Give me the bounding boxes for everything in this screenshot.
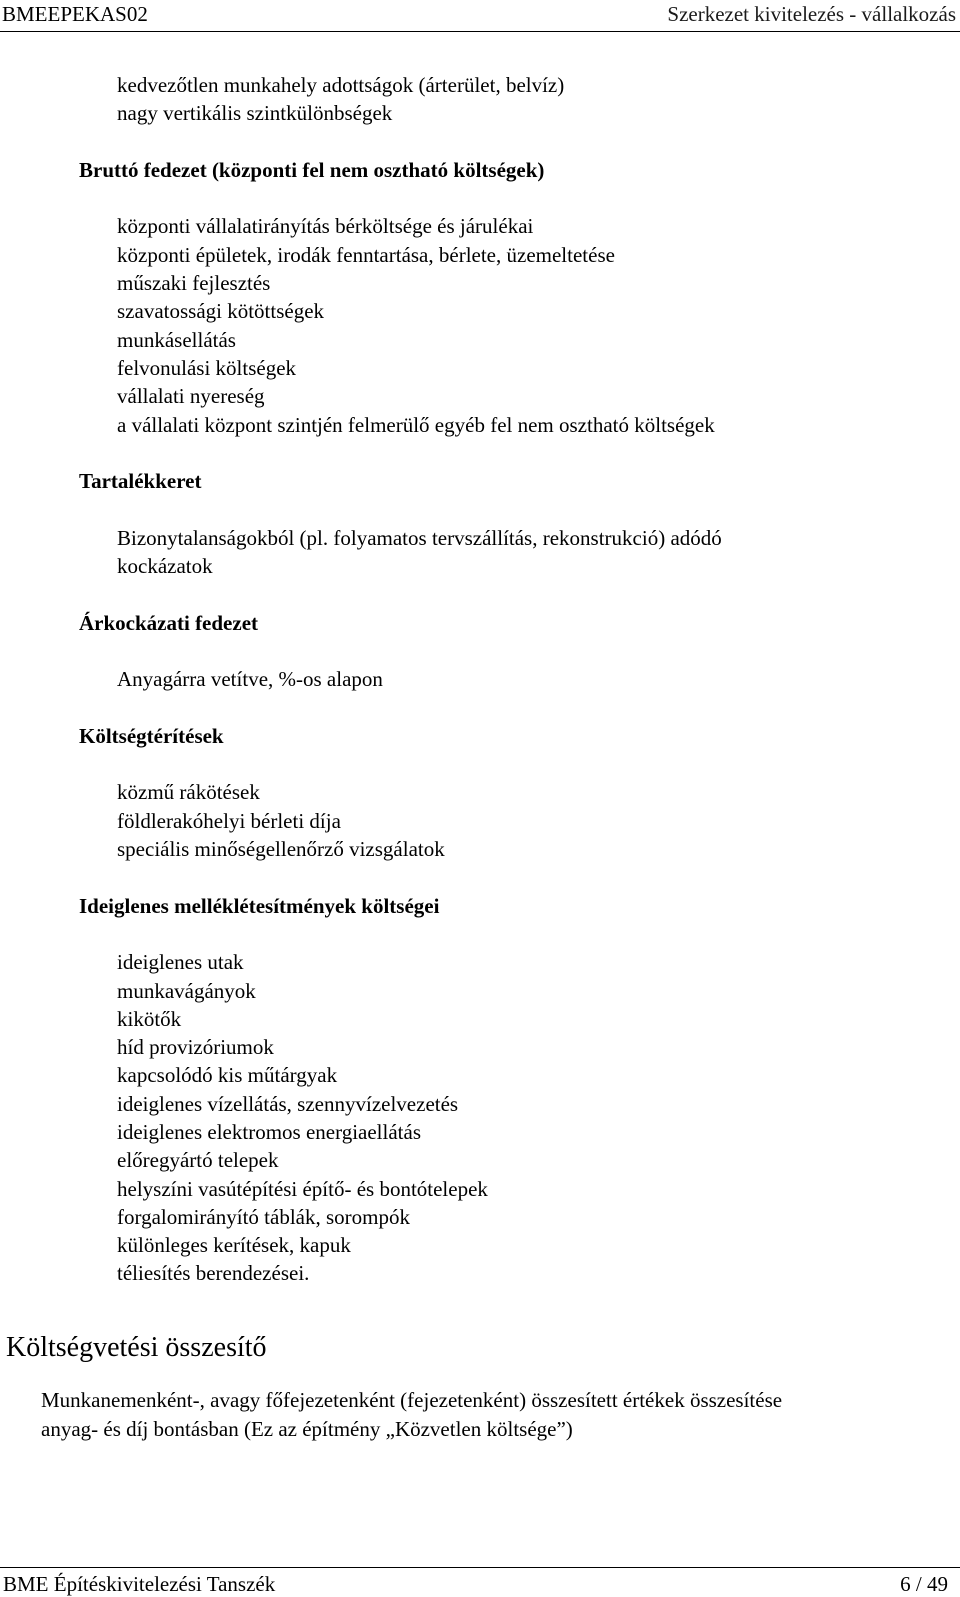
page-number: 6 / 49 [900,1572,948,1596]
list-item: ideiglenes utak [117,950,244,975]
paragraph-line: kockázatok [117,554,213,579]
list-item: szavatossági kötöttségek [117,299,325,324]
spacer [0,184,960,212]
list-item: központi vállalatirányítás bérköltsége és járulékai [117,214,534,239]
list-item: híd provizóriumok [117,1035,274,1060]
list-item: ideiglenes vízellátás, szennyvízelvezetés [117,1091,459,1116]
department-name: BME Építéskivitelezési Tanszék [3,1572,276,1596]
list-item: előregyártó telepek [117,1148,279,1173]
list-item: a vállalati központ szintjén felmerülő egyéb fel nem osztható költségek [117,412,715,437]
list-item: munkásellátás [117,327,236,352]
spacer [0,128,960,156]
list-item: központi épületek, irodák fenntartása, bérlete, üzemeltetése [117,242,615,267]
list-item: vállalati nyereség [117,384,265,409]
paragraph-line: Bizonytalanságokból (pl. folyamatos tervszállítás, rekonstrukció) adódó [117,525,722,550]
spacer [0,694,960,722]
document-body [0,71,960,1288]
page-header [0,0,960,30]
list-item: nagy vertikális szintkülönbségek [117,101,393,126]
list-item: téliesítés berendezései. [117,1261,310,1286]
paragraph-line: Anyagárra vetítve, %-os alapon [117,667,383,692]
spacer [0,637,960,665]
course-code: BMEEPEKAS02 [2,2,148,26]
section-heading-ideiglenes: Ideiglenes melléklétesítmények költségei [79,893,440,918]
section-heading-arkockazat: Árkockázati fedezet [79,610,259,635]
list-item: közmű rákötések [117,780,260,805]
footer-divider [0,1567,960,1568]
list-item: kapcsolódó kis műtárgyak [117,1063,338,1088]
spacer [0,495,960,523]
list-item: helyszíni vasútépítési építő- és bontótelepek [117,1176,488,1201]
list-item: kedvezőtlen munkahely adottságok (árterület, belvíz) [117,73,565,97]
spacer [0,863,960,891]
summary-paragraph [41,1386,782,1443]
spacer [0,580,960,608]
header-divider [0,31,960,32]
list-item: forgalomirányító táblák, sorompók [117,1204,410,1229]
list-item: speciális minőségellenőrző vizsgálatok [117,837,445,862]
list-item: műszaki fejlesztés [117,271,271,296]
spacer [0,439,960,467]
spacer [0,920,960,948]
document-subject: Szerkezet kivitelezés - vállalkozás [667,2,956,26]
paragraph-line: Munkanemenként-, avagy főfejezetenként (fejezetenként) összesített értékek összesítése [41,1388,783,1412]
list-item: munkavágányok [117,978,256,1003]
list-item: kikötők [117,1006,182,1031]
list-item: földlerakóhelyi bérleti díja [117,808,341,833]
summary-title: Költségvetési összesítő [6,1332,267,1363]
section-heading-brutto: Bruttó fedezet (központi fel nem osztható költségek) [79,157,545,182]
section-heading-tartalek: Tartalékkeret [79,469,202,494]
list-item: felvonulási költségek [117,355,297,380]
list-item: ideiglenes elektromos energiaellátás [117,1119,421,1144]
spacer [0,750,960,778]
paragraph-line: anyag- és díj bontásban (Ez az építmény „Közvetlen költsége”) [41,1416,573,1441]
list-item: különleges kerítések, kapuk [117,1233,351,1258]
section-heading-koltsegterites: Költségtérítések [79,723,224,748]
